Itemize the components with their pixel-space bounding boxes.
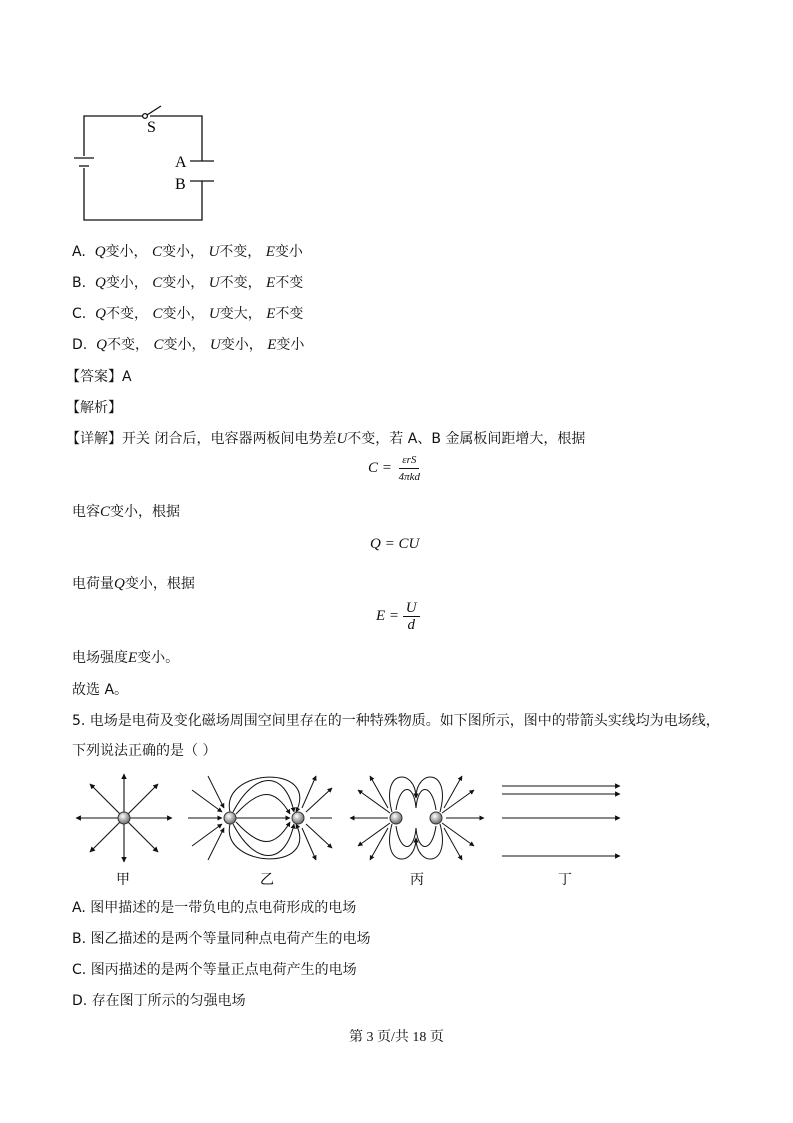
answer-line: 【答案】A	[66, 369, 132, 385]
q5-option-c: C. 图丙描述的是两个等量正点电荷产生的电场	[72, 962, 357, 978]
switch-label: S	[147, 119, 156, 136]
q5-option-d: D. 存在图丁所示的匀强电场	[72, 993, 246, 1009]
option-c: C. Q不变， C变小， U变大， E不变	[72, 306, 304, 322]
capacitor-circuit-diagram	[70, 100, 230, 230]
page-footer: 第 3 页/共 18 页	[349, 1030, 444, 1045]
plate-b-label: B	[175, 176, 186, 193]
detail-line: 【详解】开关 闭合后，电容器两板间电势差U不变，若 A、B 金属板间距增大，根据	[66, 431, 586, 447]
figure-label-jia: 甲	[116, 873, 130, 888]
analysis-label: 【解析】	[66, 400, 122, 416]
conclusion: 故选 A。	[72, 682, 129, 698]
point-charge	[118, 812, 130, 824]
field-formula: E = $\frac{U}{d}$	[376, 600, 420, 633]
step-capacitance: 电容C变小，根据	[72, 504, 181, 520]
q5-option-b: B. 图乙描述的是两个等量同种点电荷产生的电场	[72, 931, 371, 947]
figure-yi-dipole-field	[188, 776, 332, 860]
step-charge: 电荷量Q变小，根据	[72, 576, 195, 592]
plate-a-label: A	[175, 154, 187, 171]
question-5-line-1: 5. 电场是电荷及变化磁场周围空间里存在的一种特殊物质。如下图所示，图中的带箭头实线均为电场线，	[72, 713, 720, 729]
step-field: 电场强度E变小。	[72, 650, 180, 666]
q5-option-a: A. 图甲描述的是一带负电的点电荷形成的电场	[72, 900, 357, 916]
figure-label-bing: 丙	[410, 873, 424, 888]
figure-label-ding: 丁	[558, 873, 572, 888]
option-d: D. Q不变， C变小， U变小， E变小	[72, 337, 305, 353]
option-a: A. Q变小， C变小， U不变， E变小	[72, 244, 303, 260]
capacitance-formula: C = $\frac{\text{εrS}}{\text{4πkd}}$	[368, 454, 421, 483]
question-5-line-2: 下列说法正确的是（ ）	[72, 743, 217, 759]
field-lines-figure	[70, 768, 630, 890]
figure-bing-like-charges-field	[350, 776, 484, 860]
figure-ding-parallel-field	[502, 786, 620, 856]
option-b: B. Q变小， C变小， U不变， E不变	[72, 275, 304, 291]
charge-formula: Q = CU	[370, 536, 420, 552]
figure-label-yi: 乙	[260, 873, 274, 888]
